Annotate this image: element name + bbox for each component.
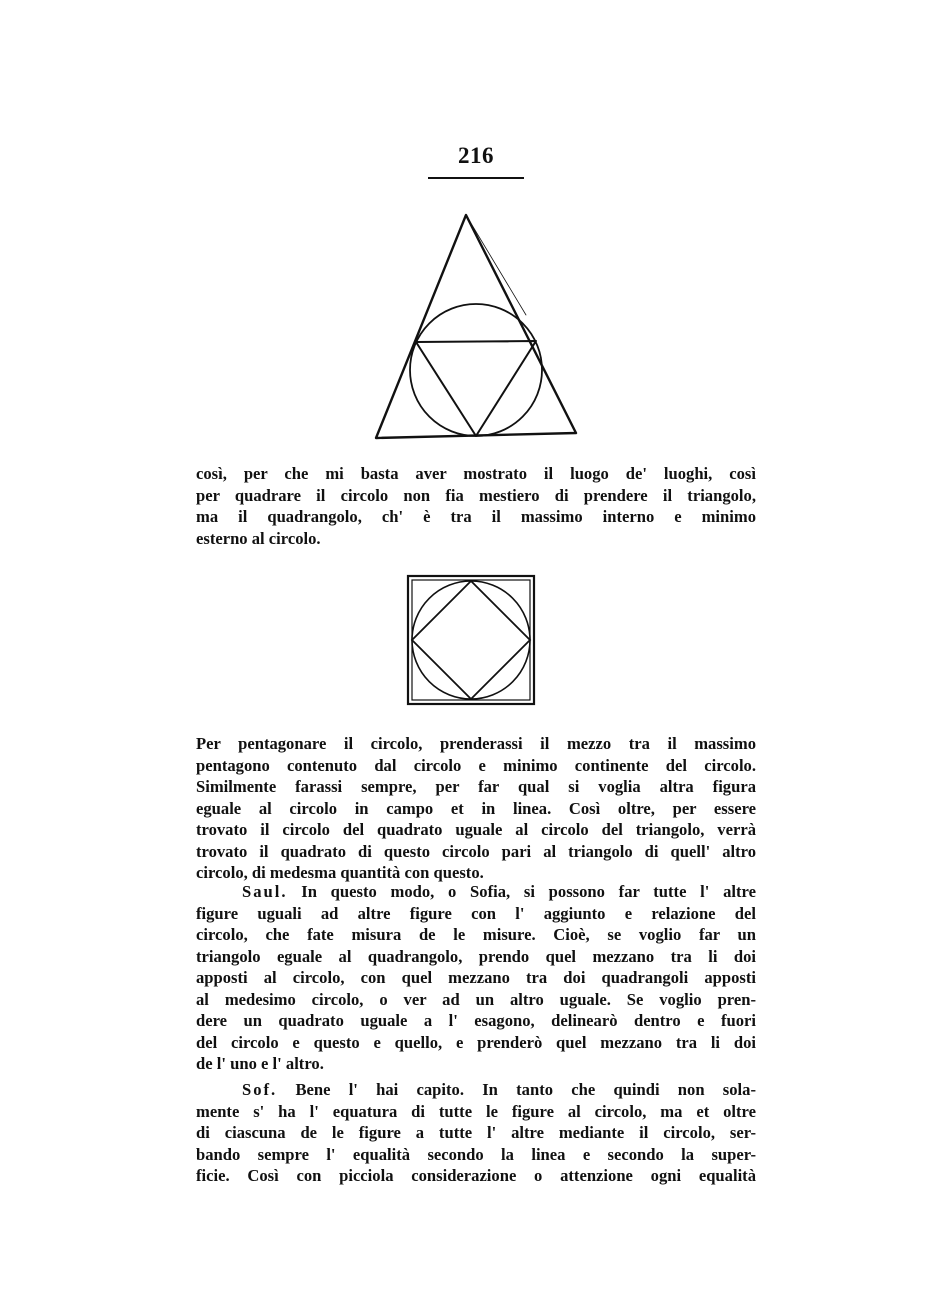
page-number: 216 [458,143,494,168]
paragraph-1-line-3: ma il quadrangolo, ch' è tra il massimo interno e minimo [196,507,756,526]
paragraph-3-line-6: al medesimo circolo, o ver ad un altro uguale. Se voglio pren- [196,989,756,1009]
paragraph-4-line-2: mente s' ha l' equatura di tutte le figure al circolo, ma et oltre [196,1101,756,1121]
paragraph-2-line-1: Per pentagonare il circolo, prenderassi il mezzo tra il massimo [196,734,756,753]
paragraph-2 [196,733,756,884]
paragraph-1-line-1: così, per che mi basta aver mostrato il luogo de' luoghi, così [196,464,756,483]
paragraph-1-line-2: per quadrare il circolo non fia mestiero di prendere il triangolo, [196,485,756,505]
outer-square-outer-edge [408,576,534,704]
paragraph-2-line-2: pentagono contenuto dal circolo e minimo continente del circolo. [196,755,756,775]
paragraph-3-line-1 [196,881,756,903]
paragraph-4-line-5: ficie. Così con picciola considerazione o attenzione ogni equalità [196,1166,756,1185]
paragraph-3-line-7: dere un quadrato uguale a l' esagono, delinearò dentro e fuori [196,1011,756,1030]
paragraph-4-line-1 [196,1079,756,1101]
paragraph-3-line-3: circolo, che fate misura de le misure. Cioè, se voglio far un [196,925,756,944]
paragraph-1 [196,463,756,549]
paragraph-4 [196,1079,756,1187]
paragraph-3-line-9: de l' uno e l' altro. [196,1054,324,1073]
speaker-saul: Saul. [242,882,288,901]
paragraph-2-line-4: eguale al circolo in campo et in linea. Così oltre, per essere [196,798,756,818]
inscribed-circle [410,304,542,436]
paragraph-4-line-3: di ciascuna de le figure a tutte l' altre mediante il circolo, ser- [196,1123,756,1142]
square-circle-figure [402,570,540,710]
paragraph-3-line-2: figure uguali ad altre figure con l' aggiunto e relazione del [196,903,756,923]
page-number-rule [428,177,524,179]
paragraph-1-line-4: esterno al circolo. [196,528,321,548]
inscribed-circle [412,581,530,699]
paragraph-3 [196,881,756,1075]
paragraph-2-line-7: circolo, di medesma quantità con questo. [196,863,484,882]
paragraph-3-line-1-text: In questo modo, o Sofia, si possono far tutte l' altre [301,882,756,901]
construction-line [466,215,526,315]
outer-triangle [376,215,576,438]
paragraph-2-line-3: Similmente farassi sempre, per far qual si voglia altra figura [196,777,756,796]
paragraph-2-line-5: trovato il circolo del quadrato uguale al circolo del triangolo, verrà [196,820,756,839]
paragraph-3-line-8: del circolo e questo e quello, e prenderò quel mezzano tra li doi [196,1032,756,1052]
paragraph-3-line-4: triangolo eguale al quadrangolo, prendo quel mezzano tra li doi [196,946,756,966]
paragraph-4-line-4: bando sempre l' equalità secondo la linea e secondo la super- [196,1144,756,1164]
triangle-circle-figure [366,205,586,445]
speaker-sofia: Sof. [242,1080,278,1099]
paragraph-3-line-5: apposti al circolo, con quel mezzano tra doi quadrangoli apposti [196,968,756,987]
paragraph-4-line-1-text: Bene l' hai capito. In tanto che quindi non sola- [295,1080,756,1099]
paragraph-2-line-6: trovato il quadrato di questo circolo pari al triangolo di quell' altro [196,841,756,861]
